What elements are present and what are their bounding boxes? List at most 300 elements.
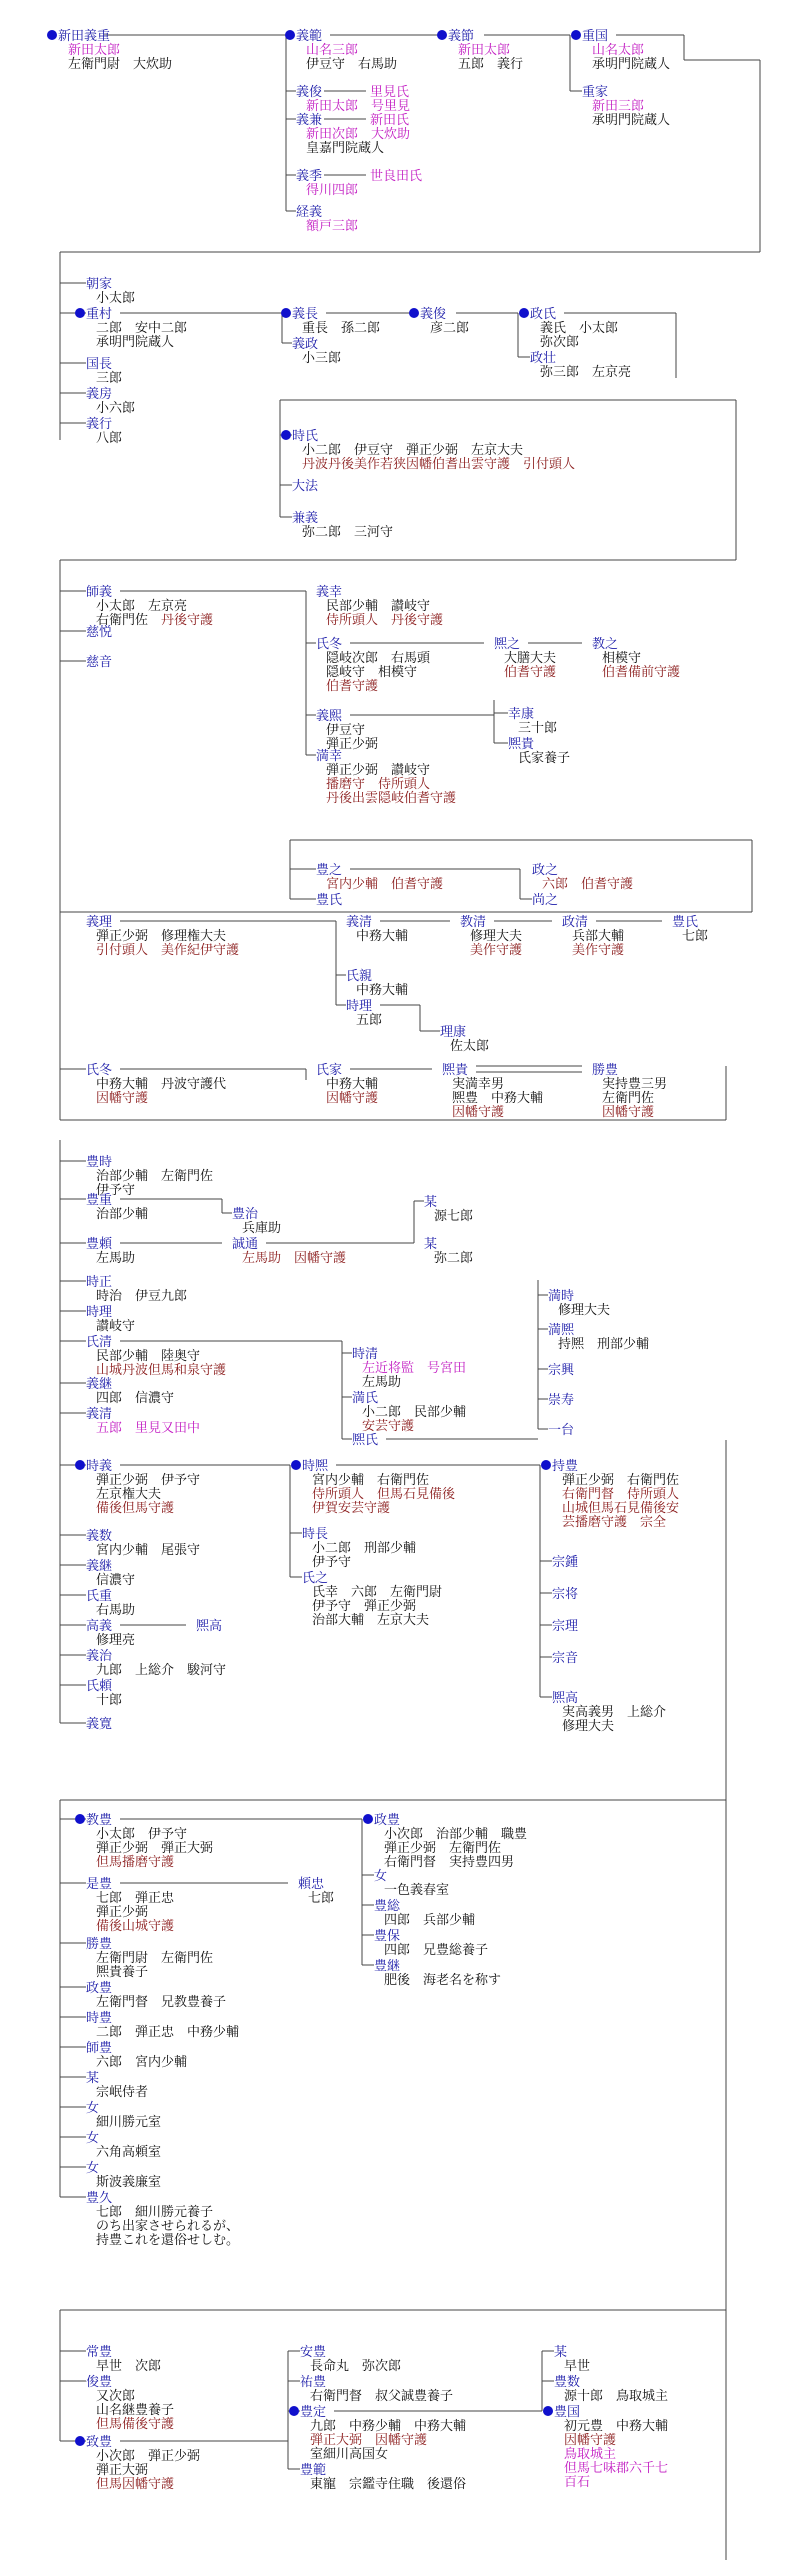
person-detail: 中務大輔 <box>356 929 409 944</box>
person-detail: 初元豊 中務大輔 <box>564 2419 669 2434</box>
person-name: 豊頼 <box>86 1237 113 1252</box>
person-node <box>409 307 469 336</box>
person-node <box>75 2434 200 2492</box>
person-name: 氏家 <box>316 1063 343 1078</box>
person-node <box>86 276 135 306</box>
person-name: 満熈 <box>548 1323 575 1338</box>
person-detail: 美作守護 <box>470 943 523 958</box>
person-node <box>346 968 408 998</box>
person-detail: 丹波丹後美作若狭因幡伯耆出雲守護 引付頭人 <box>302 457 576 472</box>
person-name: 熈貴 <box>508 737 535 752</box>
person-node <box>530 350 631 380</box>
head-of-line-dot-icon <box>409 308 419 318</box>
clan-label: 新田氏 <box>370 113 410 128</box>
person-name: 義継 <box>86 1377 113 1392</box>
person-node <box>86 1678 122 1708</box>
person-detail: 新田太郎 号里見 <box>306 99 411 114</box>
person-name: 豊時 <box>86 1155 113 1170</box>
person-detail: 弥二郎 三河守 <box>302 525 394 540</box>
person-name: 重村 <box>86 307 113 322</box>
person-node <box>543 2404 668 2490</box>
person-node <box>374 1898 475 1928</box>
person-node <box>75 1458 200 1516</box>
person-node <box>672 914 708 944</box>
person-node <box>552 1651 578 1666</box>
person-detail: 肥後 海老名を称す <box>384 1973 502 1988</box>
person-detail: 備後但馬守護 <box>96 1501 175 1516</box>
person-node <box>86 1236 135 1266</box>
person-name: 氏清 <box>86 1335 113 1350</box>
person-name: 義数 <box>86 1529 113 1544</box>
person-node <box>552 1690 666 1734</box>
person-name: 朝家 <box>86 277 113 292</box>
person-name: 氏冬 <box>86 1063 113 1078</box>
person-detail: 山名継豊養子 <box>96 2403 175 2418</box>
person-detail: 左衛門佐 <box>602 1091 655 1106</box>
person-detail: 弾正少弼 右衛門佐 <box>562 1473 680 1488</box>
person-node <box>86 2071 148 2100</box>
person-name: 政豊 <box>374 1813 401 1828</box>
person-node <box>352 1346 466 1390</box>
person-node <box>289 2404 466 2462</box>
person-node <box>86 1589 135 1618</box>
person-detail: 七郎 弾正忠 <box>96 1891 175 1906</box>
person-name: 政清 <box>562 915 589 930</box>
person-name: 時氏 <box>292 429 319 444</box>
person-detail: 弾正少弼 <box>96 1905 149 1920</box>
person-detail: 隠岐守 相模守 <box>326 665 418 680</box>
person-name: 熈氏 <box>352 1433 379 1448</box>
person-name: 義継 <box>86 1559 113 1574</box>
person-detail: 長命丸 弥次郎 <box>310 2359 402 2374</box>
person-name: 女 <box>86 2101 100 2116</box>
person-name: 致豊 <box>86 2435 113 2450</box>
person-detail: 因幡守護 <box>452 1105 505 1120</box>
person-name: 尚之 <box>532 893 559 908</box>
person-name: 時正 <box>86 1275 113 1290</box>
person-name: 安豊 <box>300 2345 327 2360</box>
person-detail: 実持豊三男 <box>602 1077 668 1092</box>
person-node <box>86 2040 187 2070</box>
person-name: 教之 <box>592 637 619 652</box>
person-detail: 小太郎 伊予守 <box>96 1827 188 1842</box>
person-name: 政氏 <box>530 307 557 322</box>
person-detail: 伊予守 弾正少弼 <box>312 1599 417 1614</box>
person-name: 義幸 <box>316 585 343 600</box>
person-detail: 山名三郎 <box>306 43 359 58</box>
person-detail: 弾正少弼 弾正大弼 <box>96 1841 214 1856</box>
person-detail: 民部少輔 陸奥守 <box>96 1349 201 1364</box>
person-node <box>86 2344 161 2374</box>
person-node <box>196 1618 222 1634</box>
person-detail: 得川四郎 <box>306 183 359 198</box>
person-detail: 但馬因幡守護 <box>96 2477 175 2492</box>
person-detail: 八郎 <box>96 431 123 446</box>
person-detail: 隠岐次郎 右馬頭 <box>326 651 431 666</box>
person-node <box>86 2131 161 2160</box>
person-detail: 伊予守 <box>96 1183 136 1198</box>
person-node <box>316 892 342 908</box>
person-detail: 室細川高国女 <box>310 2447 389 2462</box>
person-detail: 四郎 兵部少輔 <box>384 1913 476 1928</box>
person-detail: 五郎 <box>356 1013 383 1028</box>
person-detail: 山城但馬石見備後安 <box>562 1501 680 1516</box>
person-detail: 山城丹波但馬和泉守護 <box>96 1363 227 1378</box>
person-name: 氏親 <box>346 969 373 984</box>
person-name: 幸康 <box>508 707 535 722</box>
person-name: 大法 <box>292 479 319 494</box>
person-name: 義理 <box>86 915 113 930</box>
person-detail: 伯耆備前守護 <box>602 665 681 680</box>
person-name: 豊治 <box>232 1207 259 1222</box>
person-detail: 因幡守護 <box>564 2433 617 2448</box>
person-node <box>316 749 456 806</box>
person-detail: 宮内少輔 尾張守 <box>96 1543 201 1558</box>
person-detail: 弾正少弼 讃岐守 <box>326 763 431 778</box>
head-of-line-dot-icon <box>437 30 447 40</box>
person-name: 義兼 <box>296 113 323 128</box>
person-node <box>302 1526 416 1570</box>
person-node <box>548 1392 574 1408</box>
person-node <box>232 1206 281 1236</box>
person-node <box>296 85 409 100</box>
person-detail: 兵部大輔 <box>572 929 625 944</box>
person-detail: 六郎 伯耆守護 <box>542 877 634 892</box>
person-detail: 因幡守護 <box>602 1105 655 1120</box>
person-node <box>296 205 358 234</box>
person-detail: 宮内少輔 伯耆守護 <box>326 877 444 892</box>
person-name: 氏之 <box>302 1571 329 1586</box>
person-node <box>86 2161 161 2190</box>
person-node <box>86 654 112 670</box>
person-detail: 額戸三郎 <box>306 219 359 234</box>
person-name: 時清 <box>352 1347 379 1362</box>
person-detail: 彦二郎 <box>430 321 470 336</box>
person-detail: 播磨守 侍所頭人 <box>326 777 431 792</box>
person-name: 慈悦 <box>86 625 113 640</box>
person-detail: 二郎 弾正忠 中務少輔 <box>96 2025 240 2040</box>
person-node <box>346 914 408 944</box>
person-name: 熈高 <box>552 1691 579 1706</box>
person-name: 時理 <box>346 999 373 1014</box>
person-detail: 七郎 細川勝元養子 <box>96 2205 214 2220</box>
person-node <box>86 1528 200 1558</box>
person-nodes <box>47 29 708 2492</box>
person-detail: 左衛門尉 大炊助 <box>68 57 173 72</box>
person-name: 政壮 <box>530 351 557 366</box>
person-detail: 左近将監 号宮田 <box>362 1361 467 1376</box>
person-detail: 因幡守護 <box>326 1091 379 1106</box>
person-detail: 治部大輔 左京大夫 <box>312 1613 430 1628</box>
person-detail: 三郎 <box>96 371 123 386</box>
person-node <box>548 1363 575 1378</box>
person-node <box>86 1980 226 2010</box>
person-node <box>554 2374 668 2404</box>
person-name: 豊久 <box>86 2191 113 2206</box>
person-detail: 氏幸 六郎 左衛門尉 <box>312 1585 443 1600</box>
person-detail: 芸播磨守護 宗全 <box>562 1515 667 1530</box>
head-of-line-dot-icon <box>571 30 581 40</box>
person-detail: 但馬播磨守護 <box>96 1855 175 1870</box>
person-detail: 佐太郎 <box>450 1039 490 1054</box>
person-name: 高義 <box>86 1619 113 1634</box>
person-name: 豊範 <box>300 2463 327 2478</box>
person-name: 義俊 <box>420 307 447 322</box>
person-detail: 承明門院蔵人 <box>592 57 671 72</box>
person-detail: 伊予守 <box>312 1555 352 1570</box>
person-name: 豊保 <box>374 1929 401 1944</box>
person-name: 某 <box>554 2345 568 2360</box>
person-node <box>86 1649 226 1678</box>
person-name: 女 <box>374 1869 388 1884</box>
person-node <box>232 1237 346 1266</box>
person-name: 女 <box>86 2161 100 2176</box>
person-name: 義房 <box>86 387 113 402</box>
person-node <box>86 1154 213 1198</box>
person-name: 経義 <box>296 205 323 220</box>
person-node <box>281 428 575 472</box>
person-detail: 鳥取城主 <box>564 2447 617 2462</box>
person-detail: 九郎 上総介 駿河守 <box>96 1663 227 1678</box>
person-detail: 四郎 信濃守 <box>96 1391 175 1406</box>
person-detail: 小二郎 刑部少輔 <box>312 1541 417 1556</box>
person-name: 某 <box>86 2071 100 2086</box>
person-name: 豊之 <box>316 863 343 878</box>
person-detail: 熈貴養子 <box>96 1965 149 1980</box>
person-detail: 民部少輔 讃岐守 <box>326 599 431 614</box>
person-name: 俊豊 <box>86 2375 113 2390</box>
person-node <box>86 2190 239 2248</box>
person-node <box>424 1237 473 1266</box>
person-name: 氏冬 <box>316 637 343 652</box>
person-detail: 五郎 義行 <box>458 57 524 72</box>
person-detail: 七郎 <box>308 1891 335 1906</box>
person-name: 義範 <box>296 29 323 44</box>
person-node <box>86 1304 135 1334</box>
person-name: 豊氏 <box>672 915 699 930</box>
person-detail: 義氏 小太郎 <box>540 321 619 336</box>
person-node <box>281 307 380 336</box>
person-detail: 小次郎 治部少輔 職豊 <box>384 1827 528 1842</box>
person-node <box>582 85 670 128</box>
head-of-line-dot-icon <box>75 308 85 318</box>
person-node <box>532 892 558 908</box>
person-node <box>592 636 680 680</box>
person-detail: 美作守護 <box>572 943 625 958</box>
person-name: 満幸 <box>316 749 343 764</box>
person-detail: 宗岷侍者 <box>96 2085 149 2100</box>
person-detail: 小六郎 <box>96 401 136 416</box>
person-node <box>552 1586 578 1602</box>
person-detail: 東寵 宗鑑寺住職 後還俗 <box>310 2477 467 2492</box>
office-detail: 丹後守護 <box>161 613 214 628</box>
person-detail: 源十郎 鳥取城主 <box>564 2389 669 2404</box>
person-node <box>86 624 112 640</box>
person-detail: 左衛門尉 左衛門佐 <box>96 1951 214 1966</box>
person-detail: 源七郎 <box>434 1209 474 1224</box>
person-detail: 小二郎 民部少輔 <box>362 1405 467 1420</box>
person-node <box>532 863 633 892</box>
person-name: 頼忠 <box>298 1877 325 1892</box>
person-name: 是豊 <box>86 1877 113 1892</box>
person-detail: 小次郎 弾正少弼 <box>96 2449 201 2464</box>
person-node <box>548 1288 610 1318</box>
person-name: 教清 <box>460 915 487 930</box>
person-detail: 小太郎 <box>96 291 136 306</box>
person-detail: 備後山城守護 <box>96 1919 175 1934</box>
person-name: 宗理 <box>552 1619 579 1634</box>
person-detail: 弥二郎 <box>434 1251 474 1266</box>
person-name: 豊総 <box>374 1899 401 1914</box>
person-detail: 宮内少輔 右衛門佐 <box>312 1473 430 1488</box>
person-detail: 弾正大弼 因幡守護 <box>310 2433 428 2448</box>
clan-label: 世良田氏 <box>370 169 423 184</box>
person-name: 政之 <box>532 863 559 878</box>
person-detail: 右馬助 <box>96 1603 136 1618</box>
person-detail: 治部少輔 左衛門佐 <box>96 1169 214 1184</box>
person-node <box>541 1458 679 1530</box>
person-detail: 実満幸男 <box>452 1077 505 1092</box>
person-node <box>316 637 431 694</box>
person-detail: 百石 <box>564 2475 591 2490</box>
person-name: 豊数 <box>554 2375 581 2390</box>
person-name: 義治 <box>86 1649 113 1664</box>
person-name: 時熈 <box>302 1459 329 1474</box>
person-detail: 弾正少弼 <box>326 737 379 752</box>
head-of-line-dot-icon <box>281 430 291 440</box>
person-detail: 修理大夫 <box>558 1303 611 1318</box>
head-of-line-dot-icon <box>75 1460 85 1470</box>
person-node <box>374 1928 488 1958</box>
person-detail: 新田三郎 <box>592 99 645 114</box>
person-name: 義寛 <box>86 1717 113 1732</box>
person-name: 祐豊 <box>300 2375 327 2390</box>
person-name: 教豊 <box>86 1813 113 1828</box>
person-node <box>552 1555 578 1570</box>
person-detail: 承明門院蔵人 <box>592 113 671 128</box>
person-name: 時理 <box>86 1305 113 1320</box>
person-detail: 但馬備後守護 <box>96 2417 175 2432</box>
person-node <box>75 1812 213 1870</box>
person-name: 熈之 <box>494 637 521 652</box>
person-detail: 持豊これを還俗せしむ。 <box>96 2233 240 2248</box>
clan-label: 里見氏 <box>370 85 410 100</box>
person-node <box>300 2462 466 2492</box>
person-detail: 左馬助 <box>362 1375 402 1390</box>
person-name: 義清 <box>346 915 373 930</box>
head-of-line-dot-icon <box>291 1460 301 1470</box>
person-node <box>300 2344 401 2374</box>
person-node <box>306 126 410 156</box>
person-node <box>374 1869 449 1898</box>
person-detail: 十郎 <box>96 1693 123 1708</box>
person-detail: 時治 伊豆九郎 <box>96 1289 188 1304</box>
person-node <box>298 1876 334 1906</box>
person-detail: 重長 孫二郎 <box>302 321 381 336</box>
person-node <box>554 2345 590 2374</box>
head-of-line-dot-icon <box>285 30 295 40</box>
person-node <box>86 417 122 446</box>
person-node <box>316 585 443 628</box>
person-detail: 弾正少弼 伊予守 <box>96 1473 201 1488</box>
head-of-line-dot-icon <box>281 308 291 318</box>
person-detail: 皇嘉門院蔵人 <box>306 141 385 156</box>
person-detail: 右衛門督 侍所頭人 <box>562 1487 680 1502</box>
person-name: 重国 <box>582 29 609 44</box>
person-node <box>291 1458 456 1516</box>
person-detail: 弥次郎 <box>540 335 580 350</box>
person-detail: 早世 <box>564 2359 591 2374</box>
person-detail: 左馬助 因幡守護 <box>242 1251 347 1266</box>
person-name: 新田義重 <box>58 29 111 44</box>
person-detail: 因幡守護 <box>96 1091 149 1106</box>
person-node <box>363 1812 527 1870</box>
person-node <box>548 1423 574 1438</box>
person-name: 兼義 <box>292 511 319 526</box>
person-detail: 承明門院蔵人 <box>96 335 175 350</box>
person-detail: 兵庫助 <box>242 1221 282 1236</box>
person-detail: 早世 次郎 <box>96 2359 162 2374</box>
person-detail: 五郎 里見又田中 <box>96 1421 201 1436</box>
person-name: 豊継 <box>374 1959 401 1974</box>
person-name: 義俊 <box>296 85 323 100</box>
person-detail: 山名太郎 <box>592 43 645 58</box>
person-name: 重家 <box>582 85 609 100</box>
person-detail: 右衛門佐 丹後守護 <box>96 613 214 628</box>
person-node <box>86 1876 175 1934</box>
person-detail: 四郎 兄豊総養子 <box>384 1943 489 1958</box>
person-detail: 中務大輔 丹波守護代 <box>96 1077 227 1092</box>
person-detail: 六角高頼室 <box>96 2145 162 2160</box>
person-node <box>86 2374 174 2432</box>
head-of-line-dot-icon <box>75 1814 85 1824</box>
person-name: 常豊 <box>86 2345 113 2360</box>
person-detail: 右衛門督 叔父誠豊養子 <box>310 2389 454 2404</box>
head-of-line-dot-icon <box>519 308 529 318</box>
person-detail: 弾正少弼 修理権大夫 <box>96 929 227 944</box>
person-node <box>296 113 409 128</box>
person-node <box>442 1062 543 1120</box>
person-detail: 伊豆守 右馬助 <box>306 57 398 72</box>
person-detail: 左京権大夫 <box>96 1487 162 1502</box>
person-detail: 治部少輔 <box>96 1207 149 1222</box>
person-name: 豊氏 <box>316 893 343 908</box>
person-node <box>316 862 443 892</box>
person-detail: 侍所頭人 丹後守護 <box>326 613 444 628</box>
person-detail: 弾正大弼 <box>96 2463 149 2478</box>
person-detail: 讃岐守 <box>96 1319 136 1334</box>
person-node <box>86 1717 112 1732</box>
person-name: 某 <box>424 1237 438 1252</box>
head-of-line-dot-icon <box>363 1814 373 1824</box>
person-node <box>86 1377 174 1406</box>
person-detail: 七郎 <box>682 929 709 944</box>
person-detail: 相模守 <box>602 651 642 666</box>
person-name: 一台 <box>548 1423 575 1438</box>
person-detail: 小三郎 <box>302 351 342 366</box>
person-name: 時豊 <box>86 2011 113 2026</box>
person-name: 時義 <box>86 1459 113 1474</box>
person-node <box>292 511 393 540</box>
person-name: 義節 <box>448 29 475 44</box>
person-node <box>296 168 422 198</box>
person-node <box>374 1958 501 1988</box>
person-name: 政豊 <box>86 1981 113 1996</box>
person-node <box>86 386 135 416</box>
person-name: 勝豊 <box>592 1063 619 1078</box>
person-node <box>292 478 319 494</box>
person-node <box>346 998 382 1028</box>
